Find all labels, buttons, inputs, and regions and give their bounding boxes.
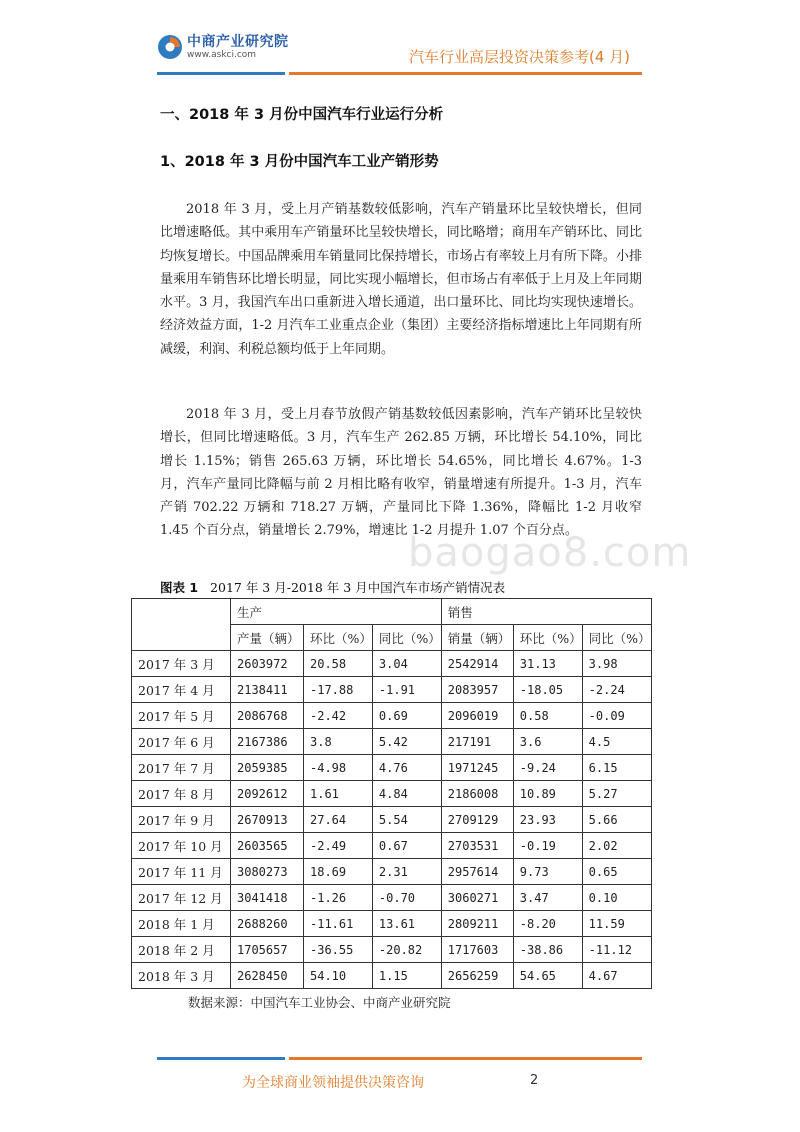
table-row xyxy=(132,807,652,833)
table-cell: 0.58 xyxy=(513,703,582,729)
table-cell: 31.13 xyxy=(513,651,582,677)
table-cell: 6.15 xyxy=(582,755,651,781)
table-cell: -2.24 xyxy=(582,677,651,703)
table-cell: 11.59 xyxy=(582,911,651,937)
table-cell: 2670913 xyxy=(231,807,304,833)
table-cell: 2688260 xyxy=(231,911,304,937)
table-caption xyxy=(160,578,505,596)
table-cell: -11.12 xyxy=(582,937,651,963)
table-cell: 0.67 xyxy=(372,833,441,859)
row-month-cell: 2017 年 5 月 xyxy=(132,703,231,729)
table-row xyxy=(132,651,652,677)
row-month-cell: 2018 年 2 月 xyxy=(132,937,231,963)
group-header-production: 生产 xyxy=(231,599,442,625)
table-cell: -20.82 xyxy=(372,937,441,963)
table-cell: 20.58 xyxy=(304,651,373,677)
table-cell: 3080273 xyxy=(231,859,304,885)
table-cell: 1717603 xyxy=(441,937,513,963)
watermark: baogao8.com xyxy=(408,530,692,576)
row-month-cell: 2017 年 12 月 xyxy=(132,885,231,911)
table-cell: 2703531 xyxy=(441,833,513,859)
table-cell: 54.65 xyxy=(513,963,582,989)
table-cell: 2096019 xyxy=(441,703,513,729)
table-cell: 3041418 xyxy=(231,885,304,911)
table-cell: -0.19 xyxy=(513,833,582,859)
table-row xyxy=(132,963,652,989)
table-cell: -17.88 xyxy=(304,677,373,703)
footer-divider-orange xyxy=(289,1057,642,1060)
table-cell: 0.10 xyxy=(582,885,651,911)
paragraph-2 xyxy=(160,403,642,543)
row-month-cell: 2017 年 6 月 xyxy=(132,729,231,755)
table-cell: -0.09 xyxy=(582,703,651,729)
caption-label: 图表 1 xyxy=(160,580,199,595)
sales-production-table xyxy=(131,598,652,989)
table-cell: 10.89 xyxy=(513,781,582,807)
sub-heading: 1、2018 年 3 月份中国汽车工业产销形势 xyxy=(160,154,439,170)
logo-icon xyxy=(157,34,183,60)
table-cell: -11.61 xyxy=(304,911,373,937)
logo-url: www.askci.com xyxy=(187,49,257,60)
column-header: 产量（辆） xyxy=(231,625,304,651)
footer-slogan: 为全球商业领袖提供决策咨询 xyxy=(242,1075,424,1091)
table-cell: 1.61 xyxy=(304,781,373,807)
table-group-header-row xyxy=(132,599,652,625)
table-cell: -4.98 xyxy=(304,755,373,781)
table-cell: 2.02 xyxy=(582,833,651,859)
header-title: 汽车行业高层投资决策参考(4 月) xyxy=(408,48,630,66)
table-cell: 1.15 xyxy=(372,963,441,989)
table-cell: 3.04 xyxy=(372,651,441,677)
table-row xyxy=(132,937,652,963)
table-cell: 0.69 xyxy=(372,703,441,729)
table-cell: -1.91 xyxy=(372,677,441,703)
row-month-cell: 2018 年 3 月 xyxy=(132,963,231,989)
table-cell: 5.42 xyxy=(372,729,441,755)
table-cell: -38.86 xyxy=(513,937,582,963)
column-header: 环比（%） xyxy=(513,625,582,651)
company-logo xyxy=(157,34,289,60)
table-cell: 27.64 xyxy=(304,807,373,833)
footer-divider-blue xyxy=(157,1057,285,1060)
column-header: 同比（%） xyxy=(372,625,441,651)
paragraph-text: 2018 年 3 月，受上月产销基数较低影响，汽车产销量环比呈较快增长，但同比增速略低。其中乘用车产销量环比呈较快增长，同比略增；商用车产销环比、同比均恢复增长。中国品牌乘用车销量同比保持增长，市场占有率较上月有所下降。小排量乘用车销售环比增长明显，同比实现小幅增长，但市场占有率低于上月及上年同期水平。3 月，我国汽车出口重新进入增长通道，出口量环比、同比均实现快速增长。经济效益方面，1-2 月汽车工业重点企业（集团）主要经济指标增速比上年同期有所减缓，利润、利税总额均低于上年同期。 xyxy=(160,202,642,357)
group-header-sales: 销售 xyxy=(441,599,651,625)
caption-text: 2017 年 3 月-2018 年 3 月中国汽车市场产销情况表 xyxy=(210,580,506,595)
row-month-cell: 2017 年 3 月 xyxy=(132,651,231,677)
table-row xyxy=(132,677,652,703)
header-divider-orange xyxy=(289,72,642,75)
row-month-cell: 2017 年 8 月 xyxy=(132,781,231,807)
data-source-note: 数据来源：中国汽车工业协会、中商产业研究院 xyxy=(188,995,451,1010)
table-cell: -2.49 xyxy=(304,833,373,859)
table-cell: 2603972 xyxy=(231,651,304,677)
table-cell: -9.24 xyxy=(513,755,582,781)
table-cell: 2138411 xyxy=(231,677,304,703)
table-cell: 5.54 xyxy=(372,807,441,833)
table-cell: 2086768 xyxy=(231,703,304,729)
table-cell: 3.98 xyxy=(582,651,651,677)
table-cell: 1971245 xyxy=(441,755,513,781)
table-row xyxy=(132,885,652,911)
table-cell: -36.55 xyxy=(304,937,373,963)
table-cell: 2603565 xyxy=(231,833,304,859)
table-cell: 5.27 xyxy=(582,781,651,807)
table-cell: 3.47 xyxy=(513,885,582,911)
table-cell: -2.42 xyxy=(304,703,373,729)
table-cell: 2092612 xyxy=(231,781,304,807)
table-cell: 2957614 xyxy=(441,859,513,885)
table-cell: 9.73 xyxy=(513,859,582,885)
table-cell: 1705657 xyxy=(231,937,304,963)
row-month-cell: 2017 年 11 月 xyxy=(132,859,231,885)
table-row xyxy=(132,833,652,859)
table-cell: 3.6 xyxy=(513,729,582,755)
page-header xyxy=(0,0,800,80)
logo-name: 中商产业研究院 xyxy=(187,33,289,50)
table-cell: 2.31 xyxy=(372,859,441,885)
table-row xyxy=(132,859,652,885)
table-row xyxy=(132,703,652,729)
table-row xyxy=(132,781,652,807)
table-cell: -0.70 xyxy=(372,885,441,911)
table-cell: 3060271 xyxy=(441,885,513,911)
table-row xyxy=(132,755,652,781)
table-cell: -18.05 xyxy=(513,677,582,703)
table-cell: -1.26 xyxy=(304,885,373,911)
table-cell: 2709129 xyxy=(441,807,513,833)
row-month-cell: 2018 年 1 月 xyxy=(132,911,231,937)
table-cell: 2059385 xyxy=(231,755,304,781)
row-month-cell: 2017 年 9 月 xyxy=(132,807,231,833)
table-corner-cell xyxy=(132,599,231,651)
column-header: 销量（辆） xyxy=(441,625,513,651)
table-cell: 2809211 xyxy=(441,911,513,937)
table-cell: 3.8 xyxy=(304,729,373,755)
header-divider-blue xyxy=(157,72,285,75)
table-cell: 4.5 xyxy=(582,729,651,755)
table-cell: 5.66 xyxy=(582,807,651,833)
table-cell: 0.65 xyxy=(582,859,651,885)
table-row xyxy=(132,911,652,937)
row-month-cell: 2017 年 10 月 xyxy=(132,833,231,859)
table-row xyxy=(132,729,652,755)
table-cell: 2628450 xyxy=(231,963,304,989)
table-cell: 2167386 xyxy=(231,729,304,755)
table-cell: 217191 xyxy=(441,729,513,755)
table-cell: 2083957 xyxy=(441,677,513,703)
column-header: 同比（%） xyxy=(582,625,651,651)
paragraph-text: 2018 年 3 月，受上月春节放假产销基数较低因素影响，汽车产销环比呈较快增长，但同比增速略低。3 月，汽车生产 262.85 万辆，环比增长 54.10%，同比增长 1.15%；销售 265.63 万辆，环比增长 54.65%，同比增长 4.67%。1-3 月，汽车产量同比降幅与前 2 月相比略有收窄，销量增速有所提升。1-3 月，汽车产销 702.22 万辆和 718.27 万辆，产量同比下降 1.36%，降幅比 1-2 月收窄 1.45 个百分点，销量增长 2.79%，增速比 1-2 月提升 1.07 个百分点。 xyxy=(160,407,642,539)
paragraph-1 xyxy=(160,198,642,361)
row-month-cell: 2017 年 4 月 xyxy=(132,677,231,703)
table-cell: 2656259 xyxy=(441,963,513,989)
table-cell: 23.93 xyxy=(513,807,582,833)
table-cell: 4.67 xyxy=(582,963,651,989)
table-cell: 18.69 xyxy=(304,859,373,885)
section-heading: 一、2018 年 3 月份中国汽车行业运行分析 xyxy=(160,107,444,123)
table-cell: 13.61 xyxy=(372,911,441,937)
table-cell: 54.10 xyxy=(304,963,373,989)
table-cell: 2186008 xyxy=(441,781,513,807)
row-month-cell: 2017 年 7 月 xyxy=(132,755,231,781)
table-cell: 4.76 xyxy=(372,755,441,781)
table-cell: -8.20 xyxy=(513,911,582,937)
table-cell: 2542914 xyxy=(441,651,513,677)
column-header: 环比（%） xyxy=(304,625,373,651)
table-cell: 4.84 xyxy=(372,781,441,807)
page-number: 2 xyxy=(530,1073,539,1088)
